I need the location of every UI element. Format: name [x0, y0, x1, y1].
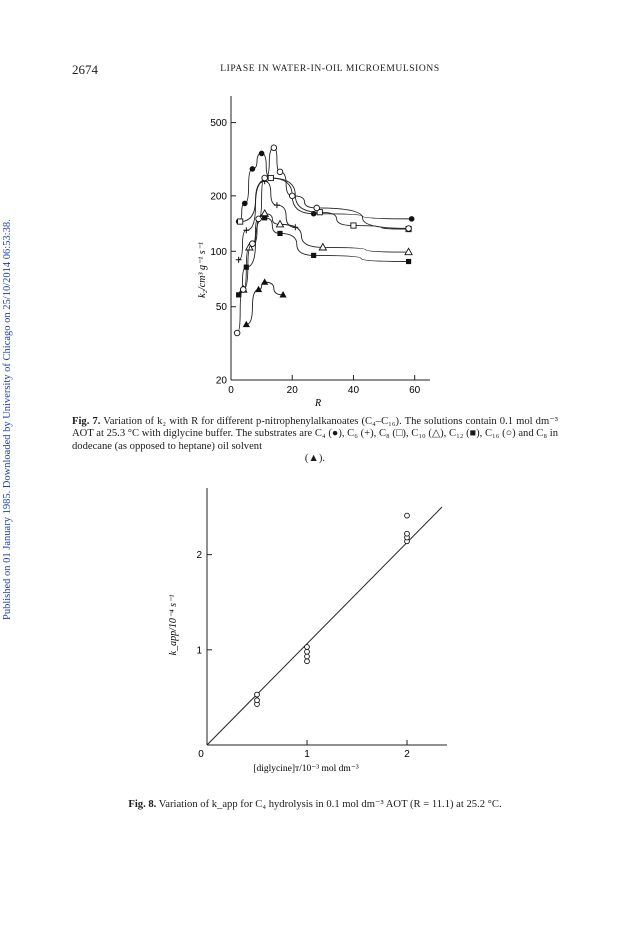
data-point: [289, 193, 295, 199]
running-head: LIPASE IN WATER-IN-OIL MICROEMULSIONS: [220, 64, 440, 74]
data-point: [262, 215, 267, 220]
figure-8-caption: [72, 799, 558, 811]
figure-7-series: [234, 145, 414, 336]
download-notice-text: Published on 01 January 1985. Downloaded by University of Chicago on 25/10/2014 06:53:38.: [2, 219, 13, 620]
series-curve: [246, 282, 283, 324]
data-point: [406, 226, 412, 232]
figure-8-x-axis-label: [diglycine]ᴛ/10⁻³ mol dm⁻³: [253, 764, 359, 774]
x-tick-label: 1: [304, 749, 310, 760]
x-tick-label: 0: [228, 385, 234, 396]
data-point: [277, 231, 282, 236]
x-tick-label: 20: [286, 385, 298, 396]
x-tick-label: 60: [409, 385, 421, 396]
figure-8-y-axis-label: k_app/10⁻⁴ s⁻¹: [168, 594, 179, 656]
y-tick-label: 500: [210, 118, 227, 130]
data-point: [256, 216, 262, 222]
data-point: [250, 166, 256, 172]
x-tick-label: 40: [347, 385, 360, 396]
data-point: [238, 219, 243, 224]
data-point: [271, 145, 277, 151]
y-tick-label: 50: [215, 302, 227, 314]
x-tick-label: 2: [404, 749, 410, 760]
figure-7-caption-end: (▲).: [304, 453, 326, 465]
data-point: [274, 202, 280, 208]
figure-7-caption: [72, 416, 558, 466]
data-point: [351, 223, 356, 228]
data-point: [406, 259, 411, 264]
data-point: [268, 175, 273, 180]
data-point: [261, 278, 268, 284]
y-tick-label: 200: [210, 191, 227, 203]
figure-7-caption-text: Variation of k₂ with R for different p-nitrophenylalkanoates (C₄–C₁₆). The solutions contain 0.1 mol dm⁻³ AOT at 25.3 °C with diglycine buffer. The substrates are C₄ (●), C₆ (+), C₈ (□), C₁₀ (△), C₁₂ (■), C₁₆ (○) and C₈ in dodecane (as opposed to heptane) oil solvent: [72, 416, 558, 452]
data-point: [314, 205, 320, 211]
figure-7-y-axis-label: k₂/cm³ g⁻¹ s⁻¹: [197, 242, 208, 298]
data-point: [234, 330, 240, 336]
series-curve: [243, 214, 408, 290]
data-point: [319, 244, 326, 250]
data-point: [311, 253, 316, 258]
page-number: 2674: [72, 62, 98, 77]
data-point: [240, 287, 246, 293]
x-tick-label: 0: [198, 749, 204, 760]
data-point: [242, 201, 248, 207]
y-tick-label: 100: [210, 246, 227, 258]
data-point: [409, 216, 415, 222]
data-point: [259, 151, 265, 157]
figure-7-axes: [210, 96, 430, 396]
data-point: [279, 291, 286, 297]
y-tick-label: 2: [196, 550, 202, 562]
y-tick-label: 1: [196, 645, 202, 657]
series-curve: [240, 178, 408, 229]
data-point: [262, 175, 268, 181]
figure-8-caption-text: Variation of k_app for C₄ hydrolysis in 0.1 mol dm⁻³ AOT (R = 11.1) at 25.2 °C.: [158, 799, 502, 810]
data-point: [277, 169, 283, 175]
figure-7-caption-label: Fig. 7.: [72, 416, 101, 427]
figure-8-caption-label: Fig. 8.: [128, 799, 157, 810]
data-point: [405, 248, 412, 254]
data-point: [250, 241, 256, 247]
y-tick-label: 20: [215, 375, 227, 387]
figure-7-x-axis-label: R: [314, 398, 322, 409]
